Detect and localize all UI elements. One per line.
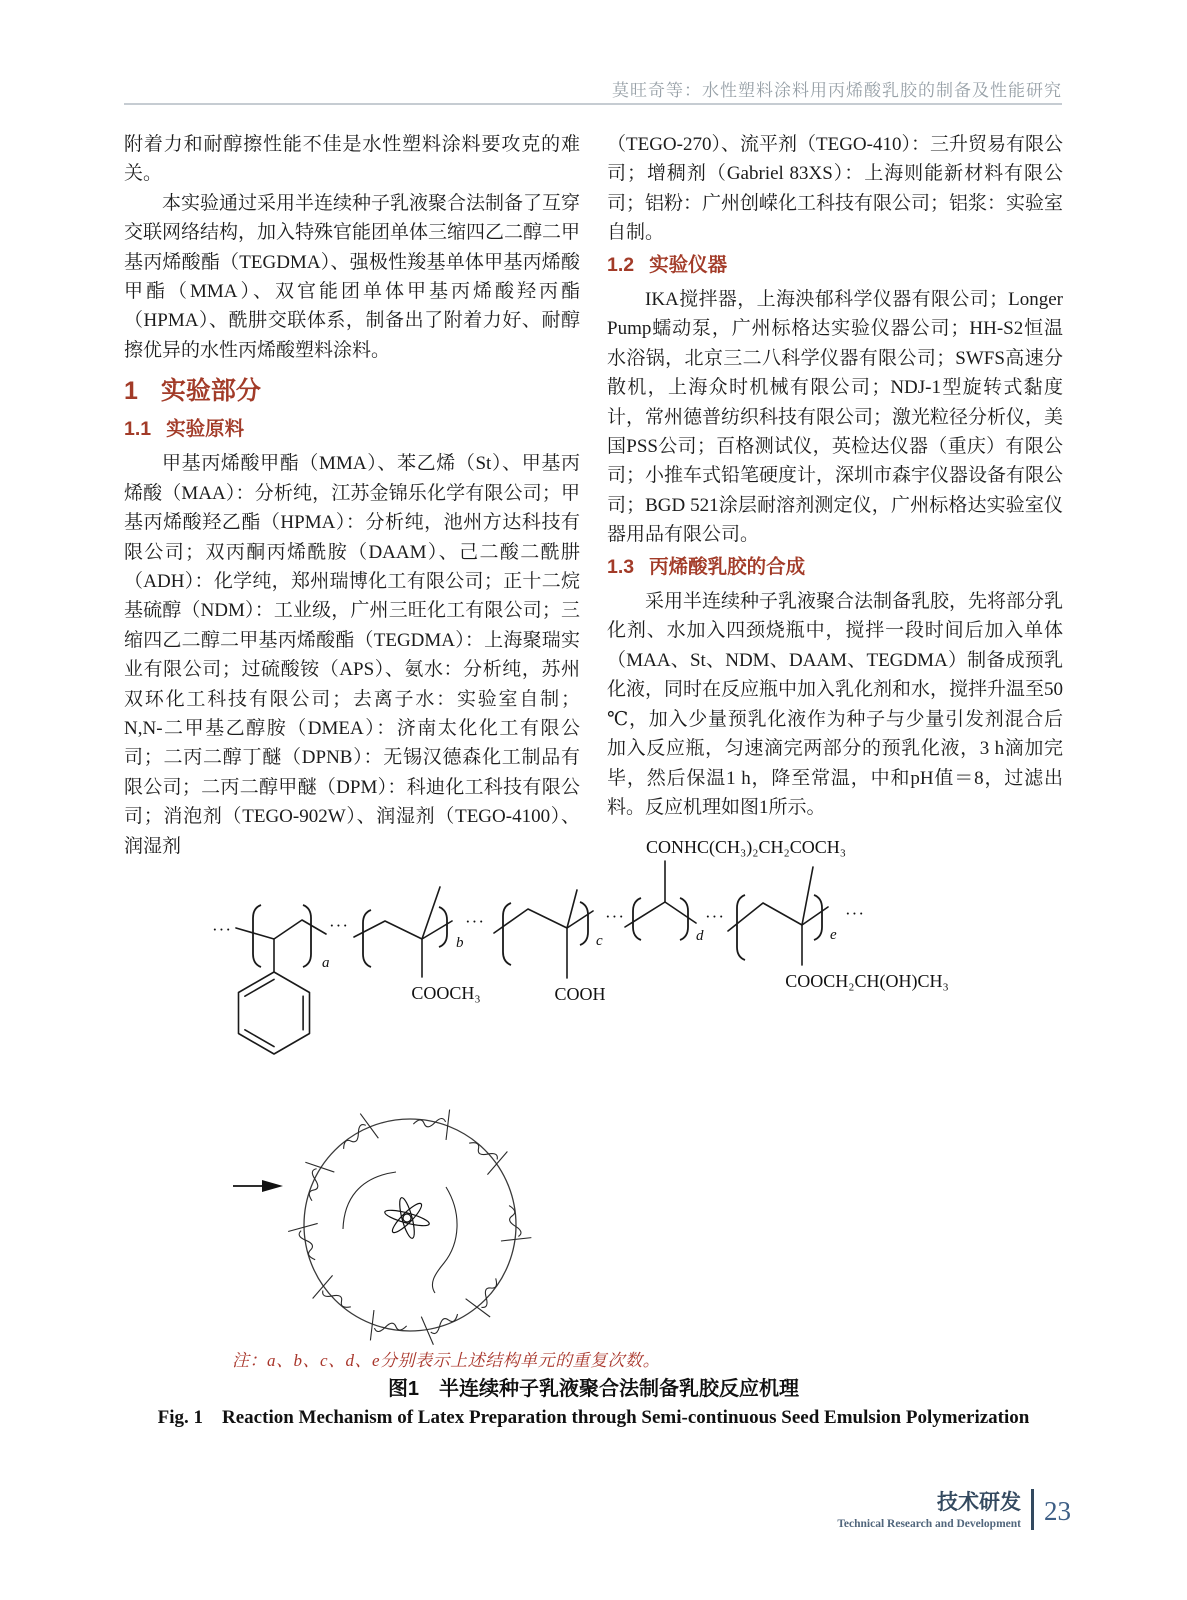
body-paragraph: 附着力和耐醇擦性能不佳是水性塑料涂料要攻克的难关。 bbox=[124, 134, 580, 185]
body-paragraph: IKA搅拌器，上海泱郁科学仪器有限公司；Longer Pump蠕动泵，广州标格达实验仪器公司；HH-S2恒温水浴锅，北京三二八科学仪器有限公司；SWFS高速分散机，上海众时机械有限公司；NDJ-1型旋转式黏度计，常州德普纺织科技有限公司；激光粒径分析仪，美国PSS公司；百格测试仪，英检达仪器（重庆）有限公司；小推车式铅笔硬度计，深圳市森宇仪器设备有限公司；BGD 521涂层耐溶剂测定仪，广州标格达实验室仪器用品有限公司。 bbox=[607, 289, 1064, 546]
surfactant-squiggle bbox=[466, 1275, 513, 1321]
section-title: 丙烯酸乳胶的合成 bbox=[649, 555, 806, 578]
chain-ellipsis: ··· bbox=[605, 907, 625, 926]
figure-caption-en: Fig. 1 Reaction Mechanism of Latex Preparation through Semi-continuous Seed Emulsion Polymerization bbox=[157, 1407, 1030, 1428]
section-title: 实验部分 bbox=[160, 377, 261, 406]
footer-section-block bbox=[837, 1489, 1021, 1530]
footer-section-label-en: Technical Research and Development bbox=[837, 1518, 1021, 1531]
pendant-formula: COOH bbox=[554, 984, 606, 1004]
chain-ellipsis: ··· bbox=[705, 907, 725, 926]
particle-circle bbox=[304, 1119, 516, 1331]
bracket-right bbox=[814, 895, 822, 940]
two-column-body bbox=[124, 130, 1064, 861]
bracket-left bbox=[737, 895, 745, 960]
repeat-subscript: a bbox=[322, 955, 330, 971]
latex-particle-diagram bbox=[233, 1100, 534, 1345]
backbone-bond bbox=[494, 909, 593, 933]
section-title: 实验仪器 bbox=[649, 253, 728, 276]
polymer-unit-mma bbox=[329, 887, 481, 1003]
body-paragraph: 甲基丙烯酸甲酯（MMA）、苯乙烯（St）、甲基丙烯酸（MAA）：分析纯，江苏金锦乐化学有限公司；甲基丙烯酸羟乙酯（HPMA）：分析纯，池州方达科技有限公司；双丙酮丙烯酰胺（DAAM）、己二酸二酰肼（ADH）：化学纯，郑州瑞博化工有限公司；正十二烷基硫醇（NDM）：工业级，广州三旺化工有限公司；三缩四乙二醇二甲基丙烯酸酯（TEGDMA）：上海聚瑞实业有限公司；过硫酸铵（APS）、氨水：分析纯，苏州双环化工科技有限公司；去离子水：实验室自制；N,N-二甲基乙醇胺（DMEA）：济南太化化工有限公司；二丙二醇丁醚（DPNB）：无锡汉德森化工制品有限公司；二丙二醇甲醚（DPM）：科迪化工科技有限公司；消泡剂（TEGO-902W）、润湿剂（TEGO-4100）、润湿剂 bbox=[124, 453, 580, 857]
body-paragraph: （TEGO-270）、流平剂（TEGO-410）：三升贸易有限公司；增稠剂（Gabriel 83XS）：上海则能新材料有限公司；铝粉：广州创嵘化工科技有限公司；铝浆：实验室自制。 bbox=[607, 134, 1064, 244]
benzene-double-bonds bbox=[245, 979, 303, 1046]
section-heading-1-2 bbox=[607, 254, 1063, 277]
bracket-right bbox=[580, 902, 588, 945]
bracket-right bbox=[303, 905, 311, 967]
pendant-formula: COOCH₂CH(OH)CH₃ bbox=[785, 971, 949, 991]
column-right bbox=[607, 130, 1063, 861]
page-footer bbox=[837, 1489, 1071, 1530]
radical-star bbox=[383, 1196, 430, 1239]
section-heading-1 bbox=[124, 377, 580, 406]
arrow-head-icon bbox=[262, 1180, 283, 1192]
repeat-subscript: d bbox=[696, 928, 704, 944]
header-rule bbox=[124, 103, 1062, 105]
section-title: 实验原料 bbox=[166, 418, 245, 440]
figure-note: 注：a、b、c、d、e分别表示上述结构单元的重复次数。 bbox=[232, 1351, 661, 1370]
backbone-bond bbox=[728, 903, 828, 931]
section-heading-1-3 bbox=[607, 556, 1063, 579]
chain-ellipsis: ··· bbox=[845, 904, 865, 923]
surfactant-squiggle bbox=[290, 1157, 334, 1203]
benzene-ring bbox=[239, 972, 310, 1054]
chain-ellipsis: ··· bbox=[212, 920, 232, 939]
bracket-right bbox=[680, 898, 688, 940]
bracket-left bbox=[363, 910, 371, 967]
inner-chain-curve bbox=[432, 1187, 457, 1293]
methyl-bond bbox=[802, 867, 813, 925]
surfactant-squiggle bbox=[421, 1309, 462, 1345]
surfactant-squiggle bbox=[365, 1310, 409, 1345]
footer-divider bbox=[1031, 1489, 1034, 1530]
footer-section-label: 技术研发 bbox=[937, 1491, 1021, 1514]
backbone-bond bbox=[354, 921, 452, 939]
surfactant-squiggle bbox=[465, 1128, 511, 1175]
polymer-unit-daam bbox=[605, 837, 846, 944]
column-left bbox=[124, 130, 580, 861]
repeat-subscript: e bbox=[830, 927, 837, 943]
pendant-formula: CONHC(CH₃)₂CH₂COCH₃ bbox=[645, 837, 847, 857]
methyl-bond bbox=[422, 887, 440, 939]
backbone-bond bbox=[625, 902, 696, 927]
polymer-unit-maa bbox=[465, 890, 606, 1004]
section-number: 1.1 bbox=[124, 418, 152, 440]
section-number: 1.3 bbox=[607, 555, 635, 578]
body-paragraph: 采用半连续种子乳液聚合法制备乳胶，先将部分乳化剂、水加入四颈烧瓶中，搅拌一段时间后加入单体（MAA、St、NDM、DAAM、TEGDMA）制备成预乳化液，同时在反应瓶中加入乳化剂和水，搅拌升温至50 ℃，加入少量预乳化液作为种子与少量引发剂混合后加入反应瓶，匀速滴完两部分的预乳化液，3 h滴加完毕，然后保温1 h，降至常温，中和pH值＝8，过滤出料。反应机理如图1所示。 bbox=[607, 591, 1064, 818]
surfactant-squiggle bbox=[501, 1205, 534, 1243]
surfactant-squiggle bbox=[333, 1111, 378, 1153]
inner-chain-curve bbox=[343, 1172, 396, 1229]
section-heading-1-1 bbox=[124, 418, 580, 441]
section-number: 1 bbox=[124, 377, 138, 406]
bracket-left bbox=[253, 905, 261, 967]
page-number: 23 bbox=[1044, 1496, 1071, 1526]
repeat-subscript: c bbox=[596, 933, 603, 949]
pendant-formula: COOCH₃ bbox=[411, 983, 481, 1003]
surfactant-squiggle bbox=[309, 1275, 355, 1322]
running-head-title: 莫旺奇等：水性塑料涂料用丙烯酸乳胶的制备及性能研究 bbox=[612, 81, 1062, 100]
polymer-unit-hpma bbox=[705, 867, 949, 992]
body-paragraph: 本实验通过采用半连续种子乳液聚合法制备了互穿交联网络结构，加入特殊官能团单体三缩四乙二醇二甲基丙烯酸酯（TEGDMA）、强极性羧基单体甲基丙烯酸甲酯（MMA）、双官能团单体甲基丙烯酸羟丙酯（HPMA）、酰肼交联体系，制备出了附着力好、耐醇擦优异的水性丙烯酸塑料涂料。 bbox=[124, 192, 581, 361]
section-number: 1.2 bbox=[607, 253, 635, 276]
figure-reaction-mechanism bbox=[130, 815, 1090, 1345]
chain-ellipsis: ··· bbox=[465, 912, 485, 931]
backbone-bond bbox=[236, 920, 326, 939]
polymer-unit-styrene bbox=[212, 905, 329, 1054]
figure-caption-cn: 图1 半连续种子乳液聚合法制备乳胶反应机理 bbox=[387, 1378, 800, 1400]
repeat-subscript: b bbox=[456, 935, 464, 951]
bracket-left bbox=[503, 903, 511, 965]
surfactant-squiggle bbox=[412, 1100, 456, 1140]
chain-ellipsis: ··· bbox=[329, 916, 349, 935]
